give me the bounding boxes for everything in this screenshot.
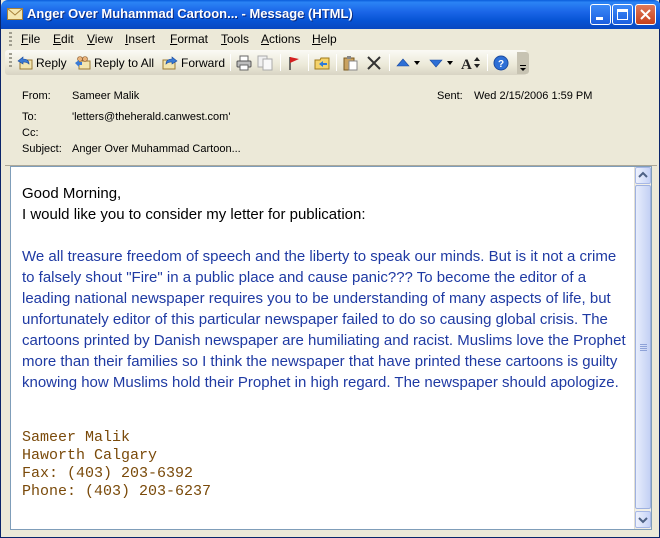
scroll-down-button[interactable] — [635, 511, 651, 528]
signature-location: Haworth Calgary — [22, 447, 158, 464]
message-paragraph: We all treasure freedom of speech and the liberty to speak our minds. But is it not a crime to falsely shout "Fire" in a public place and cause panic??? To become the editor of a leading national newspaper requires you to be understanding of many aspects of life, but unfortunately editor of this particular newspaper failed to do so causing global crisis. The cartoons printed by Danish newspaper are humiliating and racist. Muslims love the Prophet more than their families so I think the newspaper that have printed these cartoons is guilty knowing how Muslims hold their Prophet in high regard. The newspaper should apologize. — [22, 248, 626, 391]
reply-label: Reply — [36, 55, 67, 70]
menu-actions[interactable]: Actions — [261, 32, 301, 46]
message-body-pane[interactable] — [10, 166, 652, 530]
menu-edit[interactable]: Edit — [53, 32, 74, 46]
signature-name: Sameer Malik — [22, 429, 131, 446]
reply-all-button[interactable] — [75, 53, 154, 72]
arrow-up-icon — [395, 55, 411, 71]
message-header — [5, 76, 657, 166]
maximize-icon — [617, 9, 629, 21]
signature-block — [22, 429, 628, 501]
font-size-button[interactable] — [461, 53, 481, 72]
scroll-grip — [640, 344, 647, 352]
subject-label: Subject: — [22, 143, 62, 155]
menu-grip[interactable] — [9, 32, 12, 47]
toolbar-separator — [308, 54, 309, 71]
reply-all-icon — [75, 55, 91, 71]
subject-value: Anger Over Muhammad Cartoon... — [72, 143, 241, 155]
sent-label: Sent: — [437, 90, 463, 102]
delete-button[interactable] — [366, 53, 382, 72]
font-size-icon — [461, 55, 481, 71]
signature-phone: Phone: (403) 203-6237 — [22, 483, 212, 500]
vertical-scrollbar[interactable] — [634, 167, 651, 529]
from-label: From: — [22, 90, 51, 102]
cc-label: Cc: — [22, 127, 39, 139]
toolbar-separator — [487, 54, 488, 71]
copy-button[interactable] — [257, 53, 273, 72]
close-icon — [640, 9, 652, 21]
follow-up-flag-button[interactable] — [286, 53, 302, 72]
forward-button[interactable] — [162, 53, 225, 72]
chevron-up-icon — [636, 168, 650, 183]
title-bar[interactable] — [1, 0, 660, 29]
signature-fax: Fax: (403) 203-6392 — [22, 465, 194, 482]
forward-label: Forward — [181, 55, 226, 70]
close-button[interactable] — [635, 4, 656, 25]
to-value[interactable]: 'letters@theherald.canwest.com' — [72, 111, 231, 123]
toolbar-grip[interactable] — [9, 53, 12, 68]
svg-text:A: A — [461, 56, 472, 71]
print-button[interactable] — [236, 53, 252, 72]
chevron-down-icon — [414, 60, 420, 66]
from-value[interactable]: Sameer Malik — [72, 90, 140, 102]
svg-text:?: ? — [498, 58, 505, 70]
move-button[interactable] — [342, 53, 358, 72]
reply-icon — [17, 55, 33, 71]
minimize-icon — [595, 9, 607, 21]
chevron-down-icon — [447, 60, 453, 66]
menu-help[interactable]: Help — [312, 32, 337, 46]
window-title: Anger Over Muhammad Cartoon... - Message (HTML) — [27, 6, 353, 21]
clipboard-icon — [342, 55, 358, 71]
menu-format[interactable]: Format — [170, 32, 209, 46]
greeting-line: Good Morning, — [22, 185, 122, 202]
menu-file[interactable]: File — [21, 32, 41, 46]
reply-button[interactable] — [17, 53, 67, 72]
toolbar-separator — [389, 54, 390, 71]
chevron-down-icon — [636, 512, 650, 527]
standard-toolbar — [5, 50, 527, 75]
to-label: To: — [22, 111, 37, 123]
move-to-folder-button[interactable] — [314, 53, 330, 72]
maximize-button[interactable] — [612, 4, 633, 25]
forward-icon — [162, 55, 178, 71]
copy-icon — [257, 55, 273, 71]
delete-x-icon — [366, 55, 382, 71]
intro-line: I would like you to consider my letter for publication: — [22, 206, 366, 223]
printer-icon — [236, 55, 252, 71]
menu-bar — [5, 29, 657, 50]
message-body — [22, 183, 628, 501]
toolbar-separator — [230, 54, 231, 71]
menu-view[interactable]: View — [87, 32, 113, 46]
toolbar-separator — [336, 54, 337, 71]
sent-value: Wed 2/15/2006 1:59 PM — [474, 90, 593, 102]
previous-item-button[interactable] — [395, 53, 420, 72]
scroll-up-button[interactable] — [635, 167, 651, 184]
arrow-down-icon — [428, 55, 444, 71]
menu-insert[interactable]: Insert — [125, 32, 156, 46]
folder-icon — [314, 55, 330, 71]
toolbar-options-icon — [517, 52, 529, 74]
flag-icon — [286, 55, 302, 71]
envelope-icon — [7, 7, 23, 21]
next-item-button[interactable] — [428, 53, 453, 72]
toolbar-options-button[interactable] — [517, 52, 529, 74]
menu-tools[interactable]: Tools — [221, 32, 250, 46]
help-icon — [493, 55, 509, 71]
help-button[interactable] — [493, 53, 509, 72]
toolbar-separator — [280, 54, 281, 71]
minimize-button[interactable] — [590, 4, 611, 25]
scroll-thumb[interactable] — [635, 185, 651, 509]
reply-all-label: Reply to All — [94, 55, 155, 70]
